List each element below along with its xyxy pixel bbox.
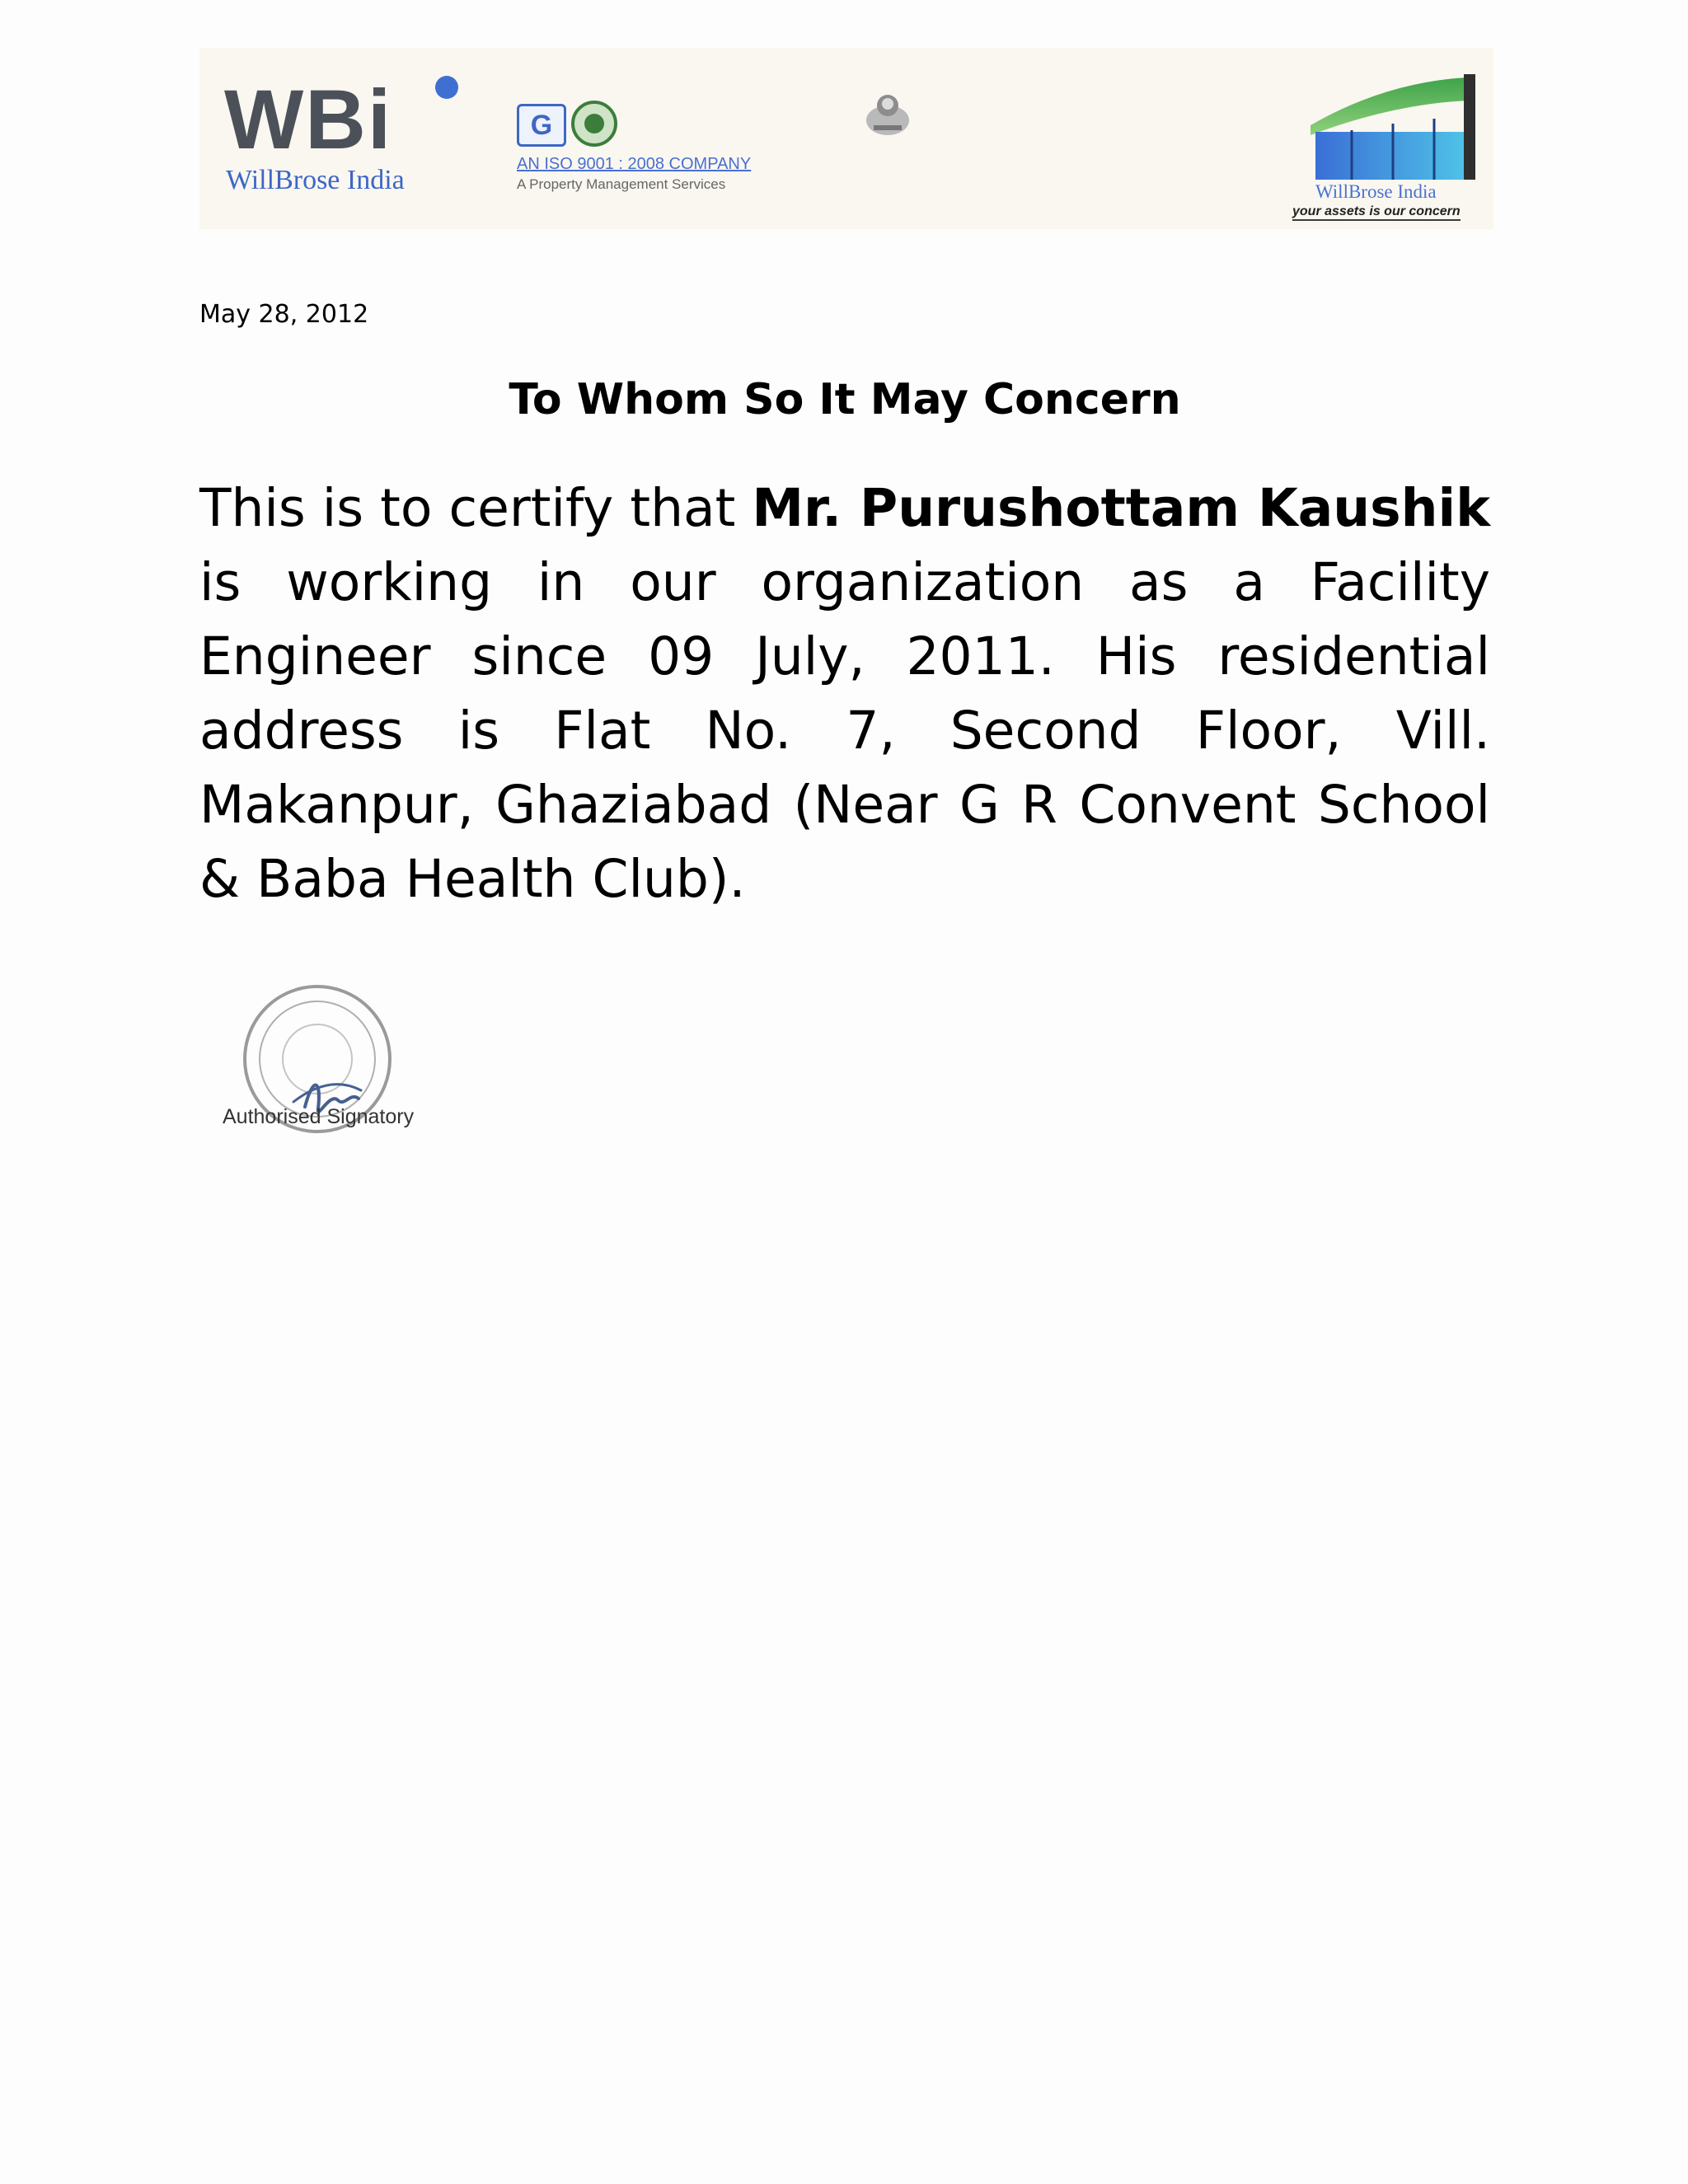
letter-date: May 28, 2012 <box>199 300 369 329</box>
company-name: WillBrose India <box>226 165 405 195</box>
logo-dot-icon <box>435 76 458 99</box>
body-rest: is working in our organization as a Facility Engineer since 09 July, 2011. His residential address is Flat No. 7, Second Floor, Vill. Makanpur, Ghaziabad (Near G R Convent School & Baba Health Club). <box>199 552 1490 909</box>
signatory-label: Authorised Signatory <box>223 1105 415 1128</box>
employee-name: Mr. Purushottam Kaushik <box>752 478 1490 538</box>
letter-heading: To Whom So It May Concern <box>509 375 1181 424</box>
brand-tagline: your assets is our concern <box>1292 204 1461 221</box>
body-intro: This is to certify that <box>199 478 753 538</box>
emblem-icon <box>859 89 917 138</box>
letterhead <box>199 48 1493 229</box>
services-text: A Property Management Services <box>517 176 726 192</box>
certification-badge-icon: G <box>517 104 566 147</box>
certification-block <box>517 87 797 203</box>
wbi-logo <box>224 73 459 195</box>
logo-letters: WBi <box>224 73 393 166</box>
certification-seal-icon <box>571 101 617 147</box>
iso-certification-text: AN ISO 9001 : 2008 COMPANY <box>517 155 752 173</box>
building-graphic-icon <box>1286 68 1484 183</box>
brand-logo-right <box>1286 68 1484 224</box>
letter-body <box>199 471 1490 916</box>
brand-name: WillBrose India <box>1315 181 1437 202</box>
